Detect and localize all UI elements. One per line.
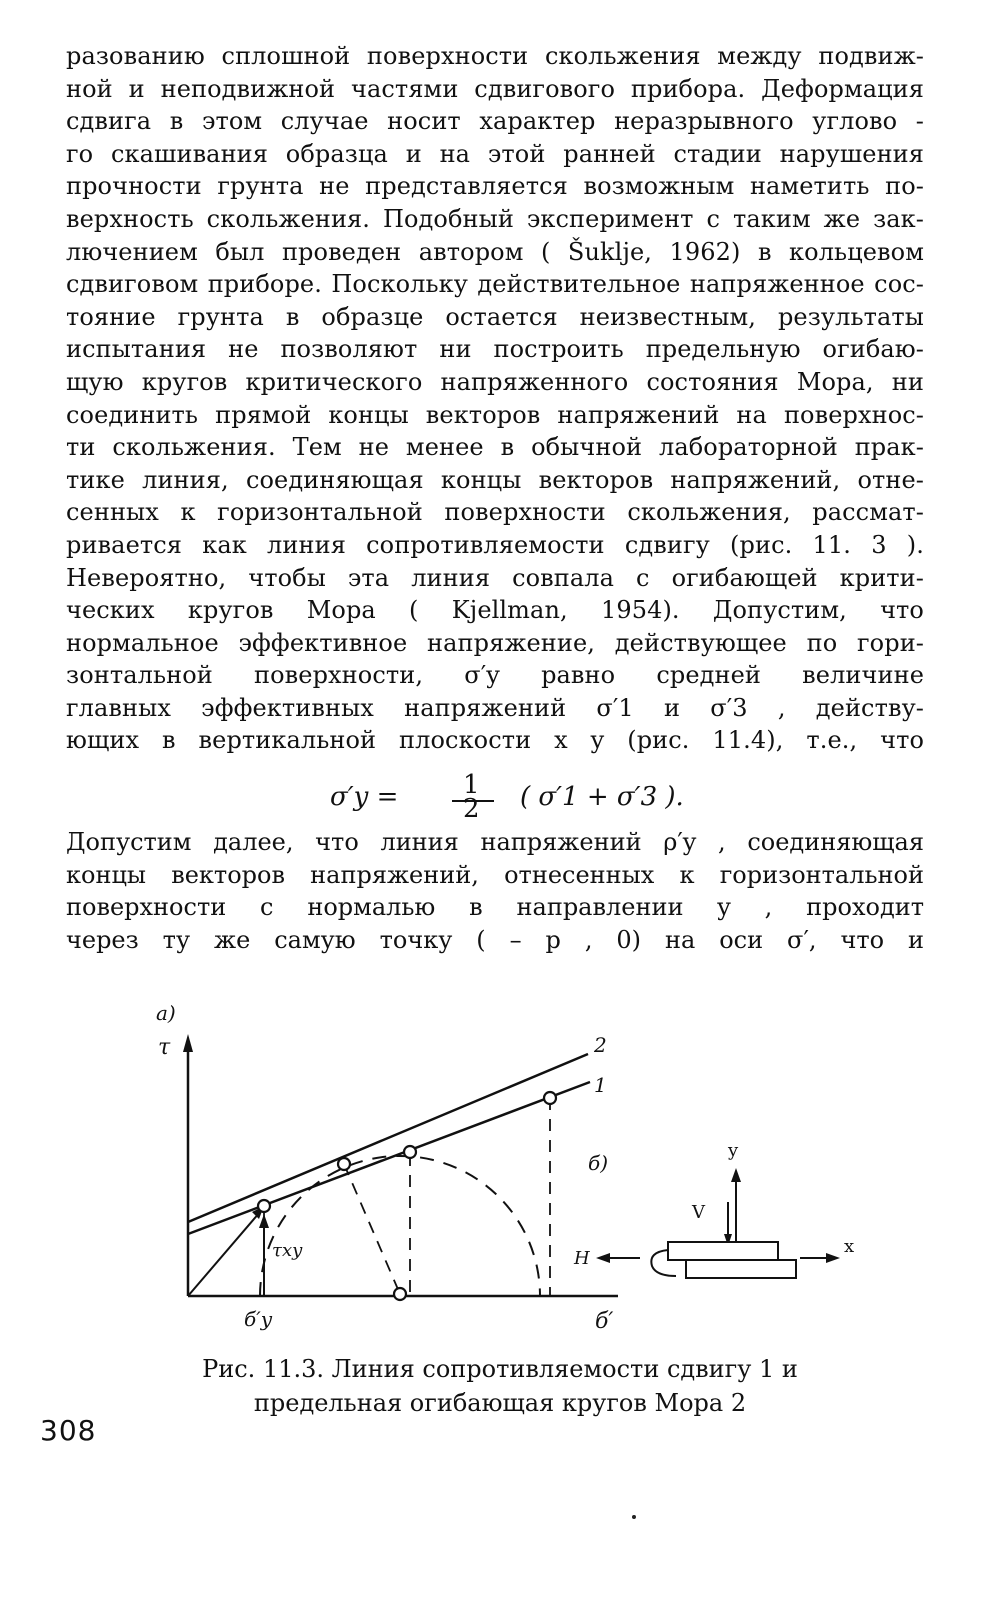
text-line: через ту же самую точку ( – p , 0) на оси σ′, что и xyxy=(66,925,924,954)
text-line: зонтальной поверхности, σ′y равно средней величине xyxy=(66,661,924,690)
text-line: ческих кругов Мора ( Kjellman, 1954). Допустим, что xyxy=(66,596,924,625)
text-line: нормальное эффективное напряжение, действующее по гори- xyxy=(66,628,924,657)
formula-sigma-y xyxy=(320,770,800,830)
text-line: лючением был проведен автором ( Šuklje, 1962) в кольцевом xyxy=(66,237,924,266)
x-axis-label: x xyxy=(844,1236,855,1257)
text-line: ющих в вертикальной плоскости x y (рис. 11.4), т.е., что xyxy=(66,726,924,755)
text-line: испытания не позволяют ни построить предельную огибаю- xyxy=(66,335,924,364)
h-arrow-head xyxy=(596,1253,610,1263)
lower-plate xyxy=(686,1260,796,1278)
text-line: Допустим далее, что линия напряжений ρ′y , соединяющая xyxy=(66,828,924,856)
tau-xy-label: τxy xyxy=(272,1240,303,1261)
text-line: тояние грунта в образце остается неизвестным, результаты xyxy=(66,302,924,331)
text-line: сенных к горизонтальной поверхности скольжения, рассмат- xyxy=(66,498,924,527)
tau-axis-arrow xyxy=(183,1034,193,1052)
caption-line-1: Рис. 11.3. Линия сопротивляемости сдвигу 1 и xyxy=(202,1355,798,1383)
figure-caption xyxy=(150,1352,850,1420)
text-line: ривается как линия сопротивляемости сдвигу (рис. 11. 3 ). xyxy=(66,530,924,559)
point-tangent-1 xyxy=(338,1158,350,1170)
formula-lhs: σ′y = xyxy=(330,782,399,812)
v-label: V xyxy=(692,1202,705,1223)
formula-denominator: 2 xyxy=(463,794,480,824)
sigma-axis-label: б′ xyxy=(595,1309,614,1334)
y-axis-arrow xyxy=(731,1168,741,1182)
caption-line-2: предельная огибающая кругов Мора 2 xyxy=(253,1389,747,1417)
mohr-envelope-line-2 xyxy=(188,1054,588,1222)
y-axis-label: y xyxy=(728,1140,739,1161)
tau-xy-arrow-head xyxy=(259,1214,269,1228)
text-line: главных эффективных напряжений σ′1 и σ′3 , действу- xyxy=(66,693,924,722)
figure-11-3 xyxy=(140,1000,880,1340)
paragraph-1 xyxy=(66,40,924,757)
upper-plate xyxy=(668,1242,778,1260)
text-line: концы векторов напряжений, отнесенных к горизонтальной xyxy=(66,860,924,889)
point-line-1 xyxy=(544,1092,556,1104)
text-line: щую кругов критического напряженного состояния Мора, ни xyxy=(66,367,924,396)
line-1-label: 1 xyxy=(594,1073,607,1097)
point-circle-center xyxy=(394,1288,406,1300)
dashed-radius xyxy=(344,1164,400,1294)
text-line: ной и неподвижной частями сдвигового прибора. Деформация xyxy=(66,74,924,103)
text-line: ти скольжения. Тем не менее в обычной лабораторной прак- xyxy=(66,433,924,462)
text-line: сдвиговом приборе. Поскольку действительное напряженное сос- xyxy=(66,270,924,299)
sigma-y-label: б′y xyxy=(244,1307,273,1331)
tau-axis-label: τ xyxy=(158,1035,171,1060)
paragraph-2 xyxy=(66,826,924,956)
line-2-label: 2 xyxy=(594,1033,607,1057)
text-line: поверхности с нормалью в направлении y , проходит xyxy=(66,893,924,922)
text-line: прочности грунта не представляется возможным наметить по- xyxy=(66,172,924,201)
x-axis-arrow xyxy=(826,1253,840,1263)
page-number: 308 xyxy=(40,1414,97,1447)
point-tangent-2 xyxy=(404,1146,416,1158)
h-label: H xyxy=(574,1248,590,1269)
formula-rhs: ( σ′1 + σ′3 ). xyxy=(520,782,684,812)
point-sigma-y xyxy=(258,1200,270,1212)
text-line: сдвига в этом случае носит характер неразрывного углово - xyxy=(66,107,924,136)
stress-vector xyxy=(188,1212,260,1296)
shear-resistance-line-1 xyxy=(188,1082,590,1234)
mohr-circle xyxy=(260,1156,540,1296)
panel-a-label: а) xyxy=(156,1001,176,1025)
text-line: тике линия, соединяющая концы векторов напряжений, отне- xyxy=(66,465,924,494)
panel-b-label: б) xyxy=(588,1151,609,1175)
text-line: Невероятно, чтобы эта линия совпала с огибающей крити- xyxy=(66,563,924,592)
text-line: соединить прямой концы векторов напряжений на поверхнос- xyxy=(66,400,924,429)
text-line: верхность скольжения. Подобный эксперимент с таким же зак- xyxy=(66,204,924,233)
formula-numerator: 1 xyxy=(463,770,480,800)
text-line: разованию сплошной поверхности скольжения между подвиж- xyxy=(66,42,924,70)
print-speck xyxy=(632,1515,636,1519)
text-line: го скашивания образца и на этой ранней стадии нарушения xyxy=(66,139,924,168)
